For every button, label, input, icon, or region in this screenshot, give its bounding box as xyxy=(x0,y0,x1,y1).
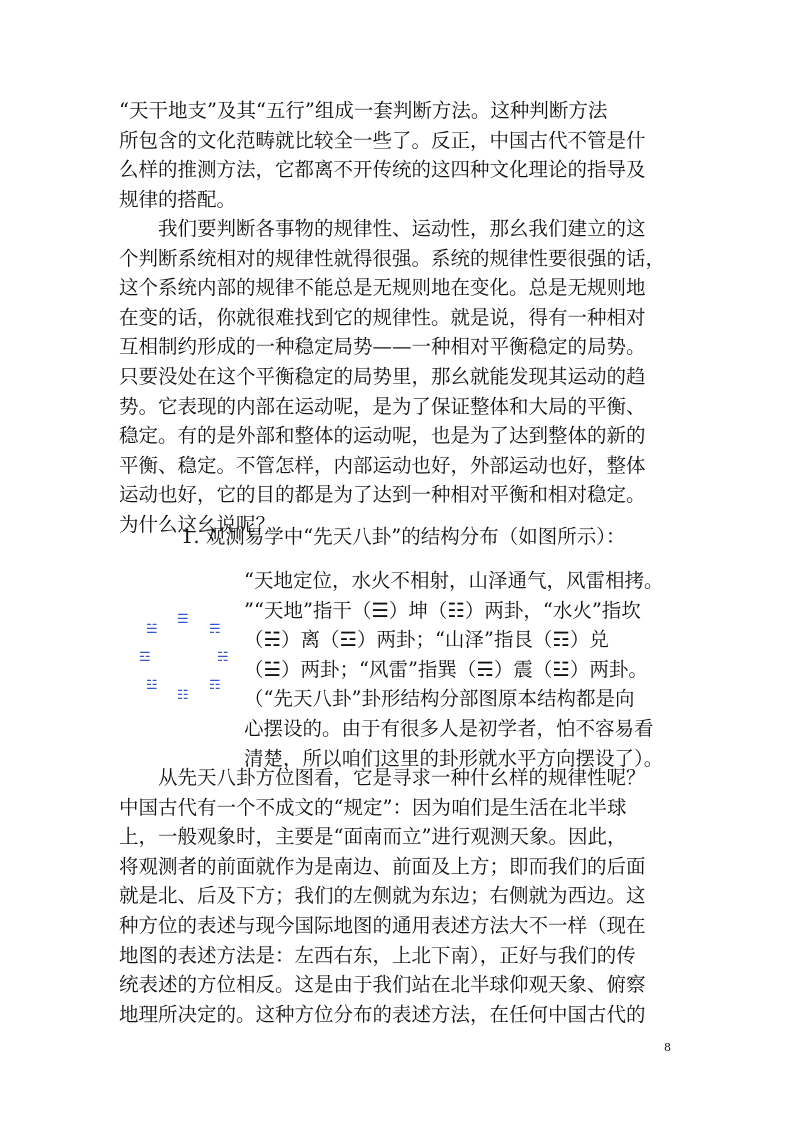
paragraph-2 xyxy=(119,214,679,540)
text-line: 就是北、后及下方；我们的左侧就为东边；右侧就为西边。这 xyxy=(119,884,646,908)
text-line: 规律的搭配。 xyxy=(119,187,237,211)
text-line: “天干地支”及其“五行”组成一套判断方法。这种判断方法 xyxy=(119,99,608,122)
text-line: 运动也好，它的目的都是为了达到一种相对平衡和相对稳定。 xyxy=(119,483,646,507)
text-line: 互相制约形成的一种稳定局势——一种相对平衡稳定的局势。 xyxy=(119,335,646,359)
trigram-li-icon: ☲ xyxy=(139,650,151,665)
trigram-qian-icon: ☰ xyxy=(177,612,189,627)
text-line: “天地定位，水火不相射，山泽通气，风雷相拷。 xyxy=(244,569,664,592)
text-line: 我们要判断各事物的规律性、运动性，那幺我们建立的这 xyxy=(119,217,646,240)
text-line: 只要没处在这个平衡稳定的局势里，那幺就能发现其运动的趋 xyxy=(119,364,646,388)
text-line: （☱）两卦；“风雷”指巽（☴）震（☳）两卦。 xyxy=(244,657,648,681)
text-line: 么样的推测方法，它都离不开传统的这四种文化理论的指导及 xyxy=(119,158,646,182)
text-line: 稳定。有的是外部和整体的运动呢，也是为了达到整体的新的 xyxy=(119,424,646,448)
trigram-kan-icon: ☵ xyxy=(217,650,229,665)
trigram-kun-icon: ☷ xyxy=(177,688,189,703)
paragraph-1 xyxy=(119,96,679,214)
trigram-dui-icon: ☱ xyxy=(146,622,158,637)
text-line: 从先天八卦方位图看，它是寻求一种什幺样的规律性呢？ xyxy=(119,766,646,789)
trigram-xun-icon: ☴ xyxy=(209,622,221,637)
text-line: 清楚，所以咱们这里的卦形就水平方向摆设了）。 xyxy=(244,746,664,770)
section-heading: 1. 观测易学中“先天八卦”的结构分布（如图所示）： xyxy=(181,525,626,548)
text-line: 在变的话，你就很难找到它的规律性。就是说，得有一种相对 xyxy=(119,305,646,329)
text-line: 这个系统内部的规律不能总是无规则地在变化。总是无规则地 xyxy=(119,276,646,300)
page-number: 8 xyxy=(664,1041,671,1054)
text-line: 所包含的文化范畴就比较全一些了。反正，中国古代不管是什 xyxy=(119,128,646,152)
text-line: 种方位的表述与现今国际地图的通用表述方法大不一样（现在 xyxy=(119,913,646,937)
text-line: ”“天地”指干（☰）坤（☷）两卦，“水火”指坎 xyxy=(244,598,641,622)
text-line: 统表述的方位相反。这是由于我们站在北半球仰观天象、俯察 xyxy=(119,973,646,997)
paragraph-3 xyxy=(119,763,679,1029)
text-line: 心摆设的。由于有很多人是初学者，怕不容易看 xyxy=(244,716,654,740)
text-line: 平衡、稳定。不管怎样，内部运动也好，外部运动也好，整体 xyxy=(119,453,646,477)
quote-block xyxy=(244,566,663,773)
text-line: 个判断系统相对的规律性就得很强。系统的规律性要很强的话， xyxy=(119,246,666,270)
text-line: 为什么这幺说呢？ xyxy=(119,512,276,536)
text-line: 地理所决定的。这种方位分布的表述方法，在任何中国古代的 xyxy=(119,1002,646,1026)
text-line: 上，一般观象时，主要是“面南而立”进行观测天象。因此， xyxy=(119,825,627,849)
text-line: 势。它表现的内部在运动呢，是为了保证整体和大局的平衡、 xyxy=(119,394,646,418)
text-line: 地图的表述方法是：左西右东，上北下南），正好与我们的传 xyxy=(119,943,636,967)
text-line: 将观测者的前面就作为是南边、前面及上方；即而我们的后面 xyxy=(119,854,646,878)
text-line: （☵）离（☲）两卦；“山泽”指艮（☶）兑 xyxy=(244,628,609,652)
text-line: 中国古代有一个不成文的“规定”：因为咱们是生活在北半球 xyxy=(119,795,627,819)
trigram-gen-icon: ☶ xyxy=(209,678,221,693)
trigram-zhen-icon: ☳ xyxy=(146,678,158,693)
text-line: （“先天八卦”卦形结构分部图原本结构都是向 xyxy=(244,687,635,711)
